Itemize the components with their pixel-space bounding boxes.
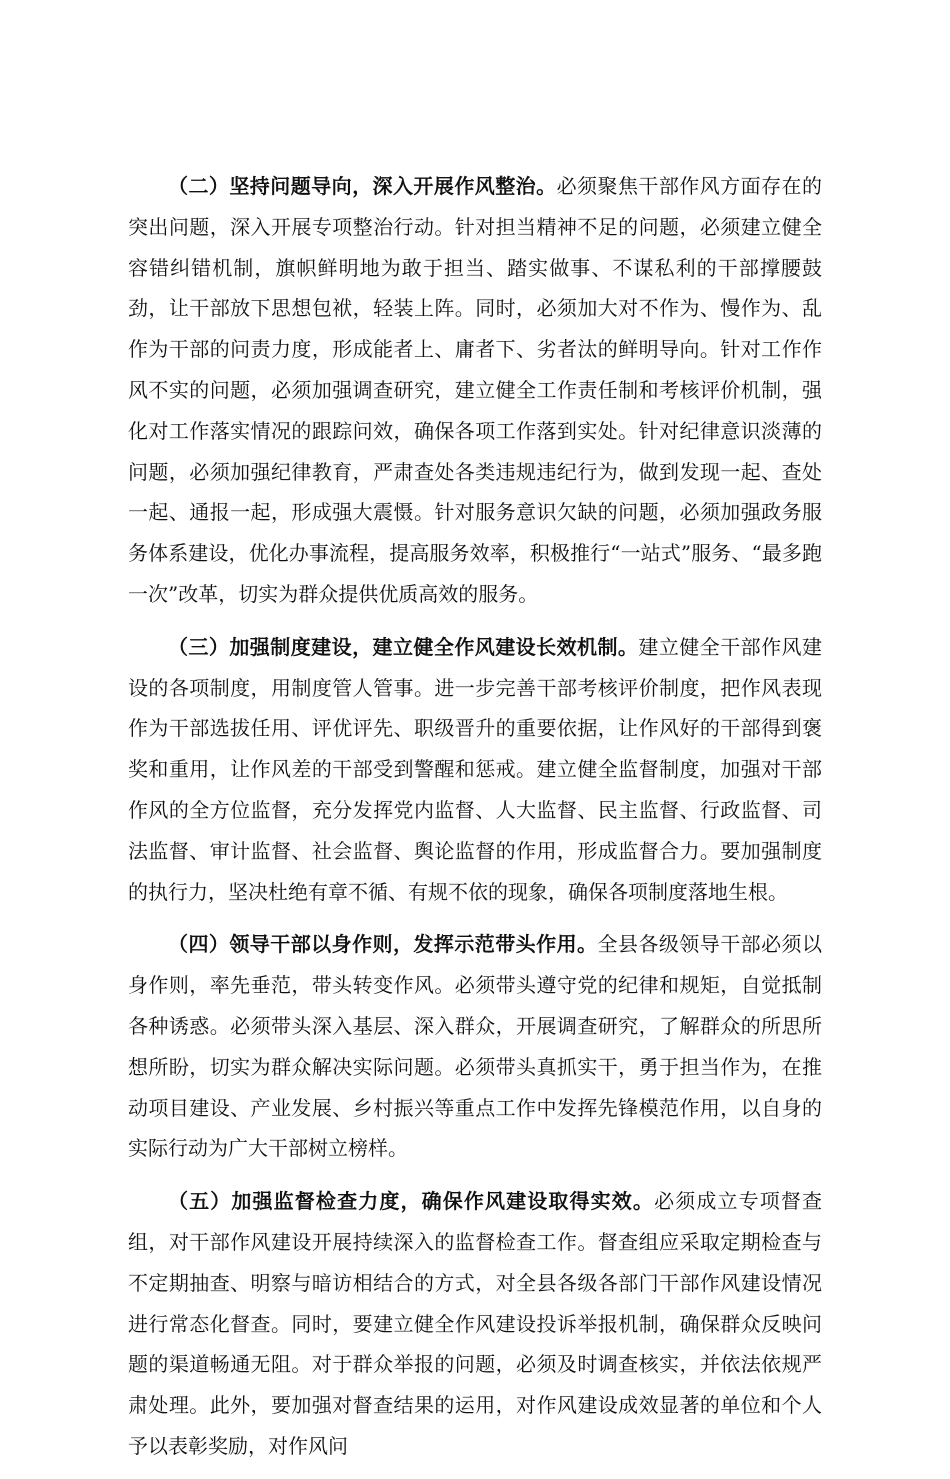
paragraph-four-body: 全县各级领导干部必须以身作则，率先垂范，带头转变作风。必须带头遵守党的纪律和规矩，自觉抵制各种诱惑。必须带头深入基层、深入群众，开展调查研究，了解群众的所思所想所盼，切实为群众解决实际问题。必须带头真抓实干，勇于担当作为，在推动项目建设、产业发展、乡村振兴等重点工作中发挥先锋模范作用，以自身的实际行动为广大干部树立榜样。 — [128, 932, 823, 1161]
paragraph-three — [128, 627, 822, 913]
paragraph-five — [128, 1181, 822, 1467]
paragraph-three-body: 建立健全干部作风建设的各项制度，用制度管人管事。进一步完善干部考核评价制度，把作风表现作为干部选拔任用、评优评先、职级晋升的重要依据，让作风好的干部得到褒奖和重用，让作风差的干部受到警醒和惩戒。建立健全监督制度，加强对干部作风的全方位监督，充分发挥党内监督、人大监督、民主监督、行政监督、司法监督、审计监督、社会监督、舆论监督的作用，形成监督合力。要加强制度的执行力，坚决杜绝有章不循、有规不依的现象，确保各项制度落地生根。 — [128, 634, 823, 904]
paragraph-five-heading: （五）加强监督检查力度，确保作风建设取得实效。 — [168, 1189, 655, 1214]
paragraph-two-body: 必须聚焦干部作风方面存在的突出问题，深入开展专项整治行动。针对担当精神不足的问题，必须建立健全容错纠错机制，旗帜鲜明地为敢于担当、踏实做事、不谋私利的干部撑腰鼓劲，让干部放下思想包袱，轻装上阵。同时，必须加大对不作为、慢作为、乱作为干部的问责力度，形成能者上、庸者下、劣者汰的鲜明导向。针对工作作风不实的问题，必须加强调查研究，建立健全工作责任制和考核评价机制，强化对工作落实情况的跟踪问效，确保各项工作落到实处。针对纪律意识淡薄的问题，必须加强纪律教育，严肃查处各类违规违纪行为，做到发现一起、查处一起、通报一起，形成强大震慑。针对服务意识欠缺的问题，必须加强政务服务体系建设，优化办事流程，提高服务效率，积极推行“一站式”服务、“最多跑一次”改革，切实为群众提供优质高效的服务。 — [128, 174, 823, 606]
paragraph-four-heading: （四）领导干部以身作则，发挥示范带头作用。 — [168, 932, 598, 957]
paragraph-two — [128, 166, 822, 615]
paragraph-two-heading: （二）坚持问题导向，深入开展作风整治。 — [168, 174, 557, 198]
paragraph-five-body: 必须成立专项督查组，对干部作风建设开展持续深入的监督检查工作。督查组应采取定期检查与不定期抽查、明察与暗访相结合的方式，对全县各级各部门干部作风建设情况进行常态化督查。同时，要建立健全作风建设投诉举报机制，确保群众反映问题的渠道畅通无阻。对于群众举报的问题，必须及时调查核实，并依法依规严肃处理。此外，要加强对督查结果的运用，对作风建设成效显著的单位和个人予以表彰奖励，对作风问 — [128, 1189, 823, 1458]
document-page — [128, 166, 822, 1479]
paragraph-four — [128, 924, 822, 1169]
paragraph-three-heading: （三）加强制度建设，建立健全作风建设长效机制。 — [168, 634, 639, 659]
